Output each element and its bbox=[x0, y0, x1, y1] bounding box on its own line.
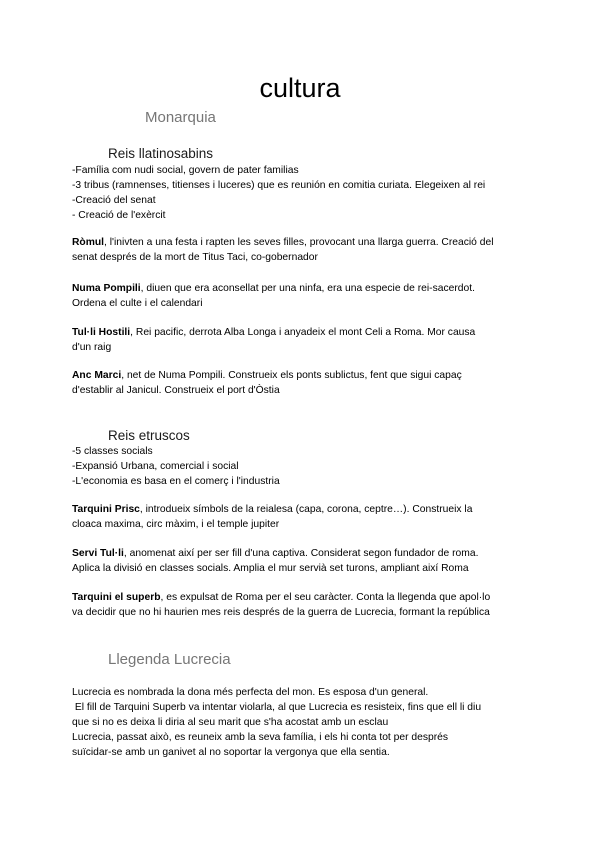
paragraph-line: Lucrecia es nombrada la dona més perfecta del mon. Es esposa d'un general. bbox=[72, 687, 429, 698]
king-name: Ròmul bbox=[72, 237, 105, 248]
king-text: , es expulsat de Roma per el seu caràcter. Conta la llegenda que apol·lo bbox=[160, 592, 491, 603]
king-name: Servi Tul·li bbox=[72, 548, 124, 559]
king-text: , diuen que era aconsellat per una ninfa, era una especie de rei-sacerdot. bbox=[140, 283, 475, 294]
page-title: cultura bbox=[259, 73, 341, 103]
king-name: Anc Marci bbox=[72, 370, 122, 381]
latins-bullets bbox=[72, 163, 542, 223]
king-text: , l'inivten a una festa i rapten les seves filles, provocant una llarga guerra. Creació del bbox=[104, 237, 494, 248]
lucrecia-paragraph bbox=[72, 685, 542, 760]
king-text: va decidir que no hi haurien mes reis després de la guerra de Lucrecia, formant la república bbox=[72, 607, 490, 618]
bullet-item: -Família com nudi social, govern de pater familias bbox=[72, 165, 299, 176]
king-name: Tarquini Prisc bbox=[72, 504, 140, 515]
king-paragraph-numa bbox=[72, 281, 542, 311]
etruscs-bullets bbox=[72, 444, 542, 489]
section-heading-monarquia: Monarquia bbox=[145, 109, 216, 126]
bullet-item: - Creació de l'exèrcit bbox=[72, 210, 166, 221]
king-paragraph-tarquini-superb bbox=[72, 590, 542, 620]
king-text: , anomenat així per ser fill d'una captiva. Considerat segon fundador de roma. bbox=[123, 548, 479, 559]
subheading-latins: Reis llatinosabins bbox=[108, 146, 214, 161]
bullet-item: -5 classes socials bbox=[72, 446, 153, 457]
king-text: , introdueix símbols de la reialesa (capa, corona, ceptre…). Construeix la bbox=[139, 504, 473, 515]
paragraph-line: El fill de Tarquini Superb va intentar violarla, al que Lucrecia es resisteix, fins que ell li diu bbox=[72, 702, 482, 713]
king-text: Aplica la divisió en classes socials. Amplia el mur servià set turons, ampliant així Roma bbox=[72, 563, 469, 574]
king-paragraph-romul bbox=[72, 235, 542, 265]
subheading-lucrecia: Llegenda Lucrecia bbox=[108, 651, 231, 668]
paragraph-line: suïcidar-se amb un ganivet al no soportar la vergonya que ella sentia. bbox=[72, 747, 390, 758]
king-text: senat després de la mort de Titus Taci, co-gobernador bbox=[72, 252, 318, 263]
paragraph-line: que si no es deixa li diria al seu marit que s'ha acostat amb un esclau bbox=[72, 717, 389, 728]
bullet-item: -3 tribus (ramnenses, titienses i luceres) que es reunión en comitia curiata. Elegeixen al rei bbox=[72, 180, 486, 191]
king-text: d'un raig bbox=[72, 342, 112, 353]
king-name: Tarquini el superb bbox=[72, 592, 161, 603]
king-paragraph-tarquini-prisc bbox=[72, 502, 542, 532]
king-text: cloaca maxima, circ màxim, i el temple jupiter bbox=[72, 519, 280, 530]
bullet-item: -Creació del senat bbox=[72, 195, 156, 206]
king-paragraph-servi bbox=[72, 546, 542, 576]
king-name: Tul·li Hostili bbox=[72, 327, 131, 338]
king-text: Ordena el culte i el calendari bbox=[72, 298, 203, 309]
king-text: , net de Numa Pompili. Construeix els ponts sublictus, fent que sigui capaç bbox=[121, 370, 462, 381]
king-name: Numa Pompili bbox=[72, 283, 141, 294]
king-text: d'establir al Janicul. Construeix el port d'Òstia bbox=[72, 385, 280, 396]
paragraph-line: Lucrecia, passat això, es reuneix amb la seva família, i els hi conta tot per després bbox=[72, 732, 449, 743]
subheading-etruscs: Reis etruscos bbox=[108, 428, 190, 443]
bullet-item: -L'economia es basa en el comerç i l'industria bbox=[72, 476, 280, 487]
king-paragraph-anc bbox=[72, 368, 542, 398]
king-paragraph-tulli bbox=[72, 325, 542, 355]
king-text: , Rei pacific, derrota Alba Longa i anyadeix el mont Celi a Roma. Mor causa bbox=[130, 327, 476, 338]
bullet-item: -Expansió Urbana, comercial i social bbox=[72, 461, 239, 472]
